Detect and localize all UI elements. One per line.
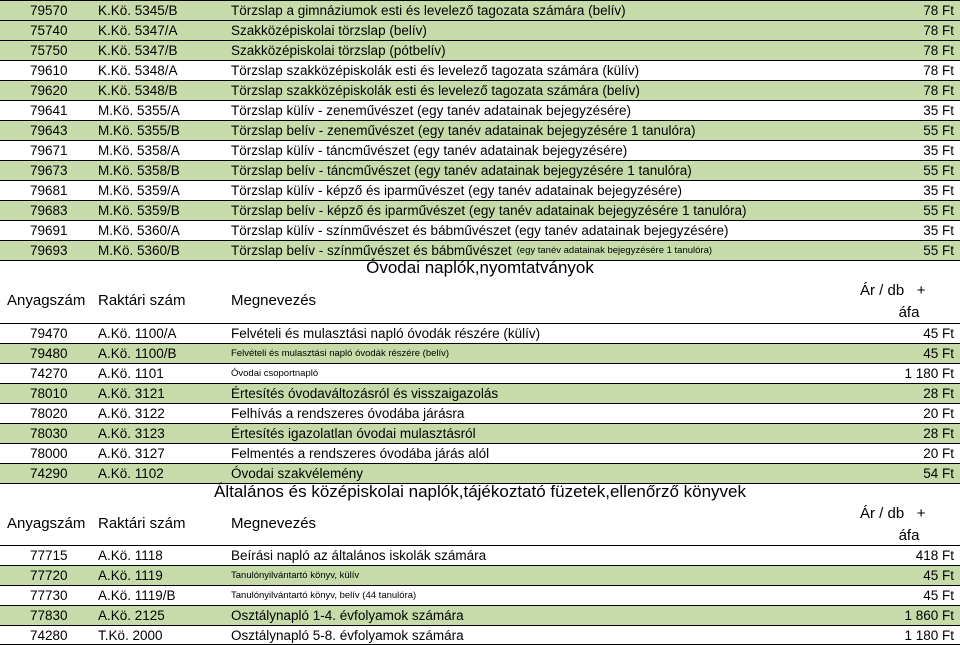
item-description: Szakközépiskolai törzslap (pótbelív) (231, 43, 446, 58)
unit-price: 78 Ft (923, 63, 954, 78)
unit-price: 35 Ft (923, 183, 954, 198)
header-price-line2: áfa (898, 527, 920, 544)
stock-number: K.Kö. 5347/B (98, 43, 178, 58)
stock-number: K.Kö. 5347/A (98, 23, 178, 38)
header-price-line2: áfa (898, 304, 920, 321)
table-row (0, 181, 960, 201)
material-number: 79470 (30, 326, 68, 341)
stock-number: K.Kö. 5348/B (98, 83, 178, 98)
stock-number: A.Kö. 1119 (98, 568, 163, 583)
item-description: Felmentés a rendszeres óvodába járás alól (231, 446, 490, 461)
material-number: 77730 (30, 588, 68, 603)
table-row (0, 141, 960, 161)
table-row (0, 444, 960, 464)
table-row (0, 344, 960, 364)
unit-price: 78 Ft (923, 3, 954, 18)
material-number: 78020 (30, 406, 68, 421)
item-description: Törzslap külív - zeneművészet (egy tanév adatainak bejegyzésére) (231, 103, 631, 118)
item-description: Törzslap belív - zeneművészet (egy tanév adatainak bejegyzésére 1 tanulóra) (231, 123, 696, 138)
material-number: 79643 (30, 123, 68, 138)
material-number: 79681 (30, 183, 68, 198)
stock-number: K.Kö. 5345/B (98, 3, 178, 18)
stock-number: A.Kö. 1102 (98, 466, 164, 481)
material-number: 79641 (30, 103, 68, 118)
unit-price: 1 180 Ft (904, 627, 954, 643)
unit-price: 28 Ft (923, 426, 954, 441)
table-header (0, 503, 960, 547)
table-row (0, 221, 960, 241)
table-row (0, 364, 960, 384)
material-number: 77720 (30, 568, 68, 583)
material-number: 79480 (30, 346, 68, 361)
stock-number: M.Kö. 5359/B (98, 203, 180, 218)
table-row (0, 81, 960, 101)
stock-number: M.Kö. 5358/A (98, 143, 180, 158)
table-row (0, 384, 960, 404)
unit-price: 78 Ft (923, 43, 954, 58)
section-title: Óvodai naplók,nyomtatványok (366, 258, 594, 277)
material-number: 79570 (30, 3, 68, 18)
stock-number: M.Kö. 5360/A (98, 223, 180, 238)
item-description: Felvételi és mulasztási napló óvodák részére (belív) (231, 348, 450, 359)
unit-price: 78 Ft (923, 83, 954, 98)
material-number: 78030 (30, 426, 68, 441)
item-description: Törzslap szakközépiskolák esti és levelező tagozata számára (belív) (231, 83, 640, 98)
item-description: Törzslap szakközépiskolák esti és levelező tagozata számára (külív) (231, 63, 640, 78)
material-number: 79691 (30, 223, 68, 238)
unit-price: 78 Ft (923, 23, 954, 38)
unit-price: 28 Ft (923, 386, 954, 401)
header-description: Megnevezés (231, 515, 317, 532)
material-number: 79673 (30, 163, 68, 178)
table-row (0, 101, 960, 121)
table-row (0, 323, 960, 344)
header-price-line1: Ár / db + (860, 505, 926, 522)
stock-number: A.Kö. 3127 (98, 446, 165, 461)
item-description: Értesítés óvodaváltozásról és visszaigazolás (231, 386, 499, 401)
material-number: 74290 (30, 466, 68, 481)
table-row (0, 41, 960, 61)
unit-price: 35 Ft (923, 223, 954, 238)
table-row (0, 606, 960, 626)
stock-number: T.Kö. 2000 (98, 627, 163, 643)
material-number: 79620 (30, 83, 68, 98)
material-number: 79683 (30, 203, 68, 218)
unit-price: 45 Ft (923, 326, 954, 341)
header-description: Megnevezés (231, 292, 317, 309)
unit-price: 20 Ft (923, 446, 954, 461)
unit-price: 1 860 Ft (904, 608, 954, 623)
material-number: 74280 (30, 627, 68, 643)
unit-price: 35 Ft (923, 143, 954, 158)
item-description: Tanulónyilvántartó könyv, belív (44 tanulóra) (231, 590, 417, 601)
table-row (0, 61, 960, 81)
item-description: Szakközépiskolai törzslap (belív) (231, 23, 427, 38)
item-description: Beírási napló az általános iskolák számára (231, 548, 487, 563)
table-row (0, 0, 960, 21)
table-row (0, 626, 960, 645)
item-description: Tanulónyilvántartó könyv, külív (231, 570, 360, 581)
table-row (0, 21, 960, 41)
unit-price: 55 Ft (923, 163, 954, 178)
material-number: 74270 (30, 366, 68, 381)
item-description: Törzslap a gimnáziumok esti és levelező tagozata számára (belív) (231, 3, 626, 18)
unit-price: 45 Ft (923, 588, 954, 603)
item-description: Törzslap külív - táncművészet (egy tanév adatainak bejegyzésére) (231, 143, 628, 158)
item-description: Felvételi és mulasztási napló óvodák részére (külív) (231, 326, 541, 341)
item-description-note: (egy tanév adatainak bejegyzésére 1 tanulóra) (516, 245, 713, 256)
material-number: 78000 (30, 446, 68, 461)
stock-number: A.Kö. 3121 (98, 386, 165, 401)
header-material-number: Anyagszám (7, 292, 86, 309)
unit-price: 35 Ft (923, 103, 954, 118)
item-description: Óvodai szakvélemény (231, 466, 364, 481)
stock-number: A.Kö. 1100/B (98, 346, 177, 361)
table-row (0, 201, 960, 221)
table-row (0, 586, 960, 606)
material-number: 75740 (30, 23, 68, 38)
unit-price: 54 Ft (923, 466, 954, 481)
stock-number: K.Kö. 5348/A (98, 63, 178, 78)
stock-number: A.Kö. 1100/A (98, 326, 177, 341)
item-description: Osztálynapló 1-4. évfolyamok számára (231, 608, 464, 623)
material-number: 79671 (30, 143, 68, 158)
unit-price: 1 180 Ft (904, 366, 954, 381)
material-number: 75750 (30, 43, 68, 58)
unit-price: 55 Ft (923, 123, 954, 138)
material-number: 78010 (30, 386, 68, 401)
unit-price: 55 Ft (923, 203, 954, 218)
table-row (0, 404, 960, 424)
unit-price: 55 Ft (923, 243, 954, 258)
stock-number: M.Kö. 5358/B (98, 163, 180, 178)
stock-number: A.Kö. 1118 (98, 548, 163, 563)
stock-number: A.Kö. 3122 (98, 406, 165, 421)
stock-number: A.Kö. 1119/B (98, 588, 176, 603)
material-number: 79693 (30, 243, 68, 258)
stock-number: M.Kö. 5359/A (98, 183, 180, 198)
item-description: Törzslap külív - színművészet és bábművészet (egy tanév adatainak bejegyzésére) (231, 223, 729, 238)
material-number: 77830 (30, 608, 68, 623)
item-description: Törzslap külív - képző és iparművészet (egy tanév adatainak bejegyzésére) (231, 183, 682, 198)
table-row (0, 161, 960, 181)
stock-number: A.Kö. 3123 (98, 426, 165, 441)
material-number: 77715 (30, 548, 68, 563)
stock-number: A.Kö. 1101 (98, 366, 164, 381)
stock-number: M.Kö. 5360/B (98, 243, 180, 258)
header-stock-number: Raktári szám (98, 292, 186, 309)
stock-number: M.Kö. 5355/A (98, 103, 180, 118)
unit-price: 418 Ft (915, 548, 954, 563)
table-row (0, 424, 960, 444)
item-description: Törzslap belív - táncművészet (egy tanév adatainak bejegyzésére 1 tanulóra) (231, 163, 692, 178)
item-description-main: Törzslap belív - színművészet és bábművészet (231, 243, 512, 258)
item-description: Osztálynapló 5-8. évfolyamok számára (231, 627, 464, 643)
header-price (860, 280, 950, 324)
header-stock-number: Raktári szám (98, 515, 186, 532)
header-price (860, 503, 950, 547)
material-number: 79610 (30, 63, 68, 78)
stock-number: A.Kö. 2125 (98, 608, 165, 623)
unit-price: 45 Ft (923, 346, 954, 361)
item-description: Óvodai csoportnapló (231, 368, 319, 379)
table-row (0, 545, 960, 566)
header-material-number: Anyagszám (7, 515, 86, 532)
unit-price: 20 Ft (923, 406, 954, 421)
item-description: Értesítés igazolatlan óvodai mulasztásról (231, 426, 476, 441)
item-description: Felhívás a rendszeres óvodába járásra (231, 406, 465, 421)
section-title: Általános és középiskolai naplók,tájékoztató füzetek,ellenőrző könyvek (213, 482, 747, 501)
table-header (0, 280, 960, 324)
header-price-line1: Ár / db + (860, 282, 926, 299)
table-row (0, 121, 960, 141)
unit-price: 45 Ft (923, 568, 954, 583)
stock-number: M.Kö. 5355/B (98, 123, 180, 138)
item-description: Törzslap belív - képző és iparművészet (egy tanév adatainak bejegyzésére 1 tanulóra) (231, 203, 747, 218)
table-row (0, 566, 960, 586)
